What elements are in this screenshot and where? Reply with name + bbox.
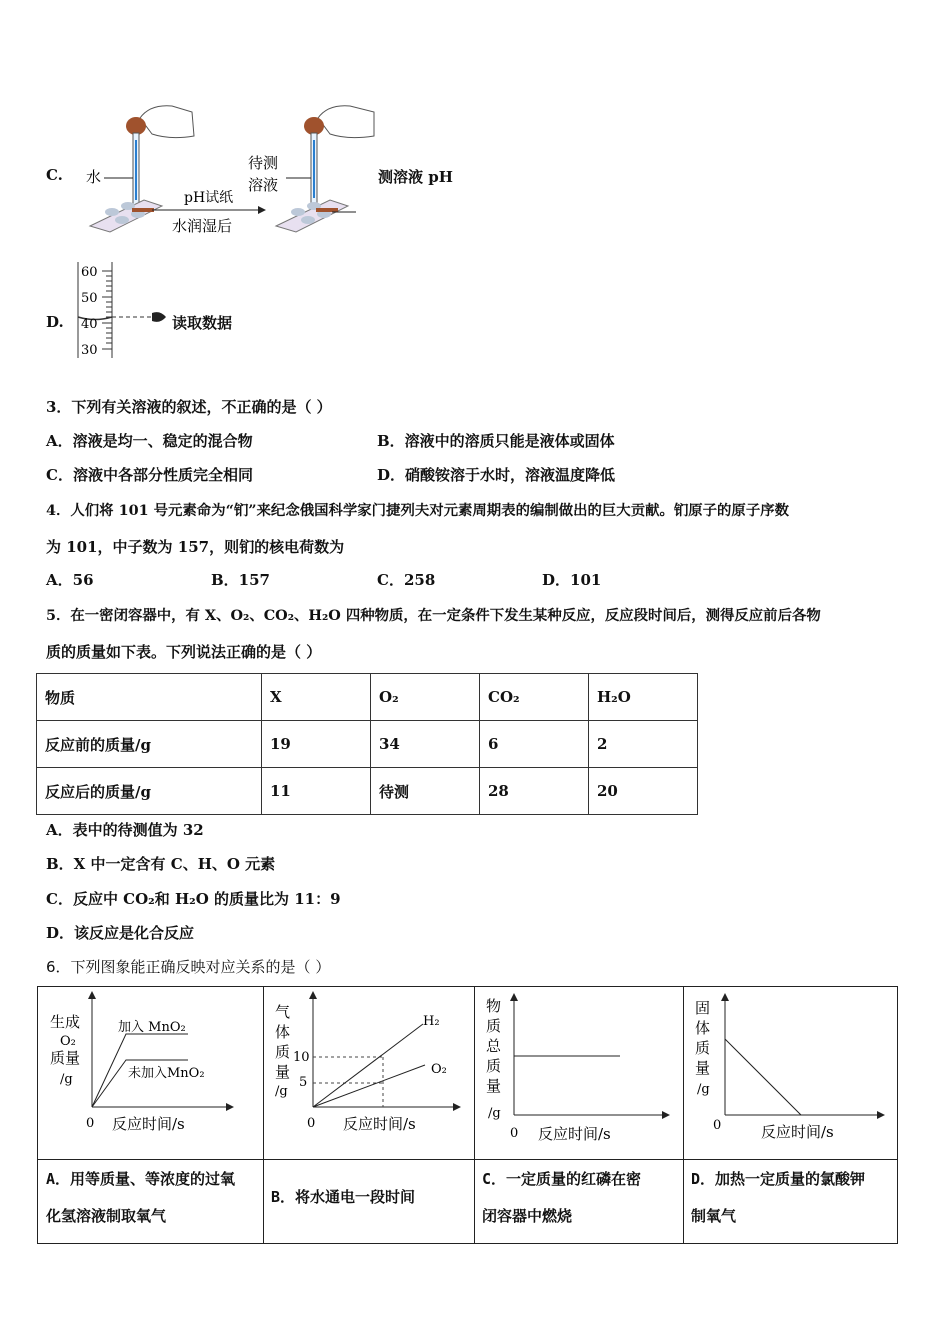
option-d-label: D. (46, 313, 64, 331)
svg-text:O₂: O₂ (431, 1062, 447, 1077)
svg-text:/g: /g (697, 1082, 710, 1097)
svg-text:量: 量 (275, 1063, 291, 1081)
q6-graph-table (37, 986, 898, 1244)
solid-mass-line (725, 1039, 801, 1115)
caption-d-2: 制氧气 (691, 1207, 737, 1225)
q4-option-a: A．56 (46, 571, 94, 589)
q3-stem: 3．下列有关溶液的叙述，不正确的是（ ） (46, 398, 332, 416)
q4-option-b: B．157 (211, 571, 270, 589)
q5-option-b: B．X 中一定含有 C、H、O 元素 (46, 855, 276, 873)
svg-text:加入 MnO₂: 加入 MnO₂ (118, 1020, 186, 1035)
svg-text:H₂: H₂ (423, 1014, 440, 1029)
table-cell: 28 (480, 768, 589, 815)
ph-test-illustration (80, 100, 380, 240)
svg-text:反应时间/s: 反应时间/s (112, 1115, 185, 1133)
caption-a-1: A．用等质量、等浓度的过氧 (46, 1170, 236, 1188)
caption-c-2: 闭容器中燃烧 (482, 1207, 573, 1225)
q5-option-d: D．该反应是化合反应 (46, 924, 195, 942)
q5-option-c: C．反应中 CO₂和 H₂O 的质量比为 11：9 (46, 890, 341, 908)
q5-stem-1: 5．在一密闭容器中，有 X、O₂、CO₂、H₂O 四种物质，在一定条件下发生某种反应，反应段时间后，测得反应前后各物 (46, 607, 821, 624)
q6-stem: 6．下列图象能正确反映对应关系的是（ ） (46, 958, 331, 976)
tick-60: 60 (81, 265, 98, 280)
q5-option-a: A．表中的待测值为 32 (46, 821, 204, 839)
svg-text:未加入MnO₂: 未加入MnO₂ (128, 1066, 205, 1081)
graph-d (683, 987, 897, 1159)
q3-option-c: C．溶液中各部分性质完全相同 (46, 466, 253, 484)
table-cell: 34 (371, 721, 480, 768)
svg-text:0: 0 (86, 1116, 95, 1131)
caption-b-1: B．将水通电一段时间 (271, 1188, 416, 1206)
svg-text:气: 气 (275, 1003, 291, 1021)
table-cell: 2 (589, 721, 698, 768)
svg-text:反应时间/s: 反应时间/s (538, 1125, 611, 1143)
svg-text:质: 质 (486, 1017, 502, 1035)
svg-text:/g: /g (488, 1106, 501, 1121)
table-cell: 6 (480, 721, 589, 768)
option-c-label: C. (46, 166, 63, 184)
water-label: 水 (86, 168, 102, 186)
q4-option-d: D．101 (542, 571, 602, 589)
table-header-row (37, 674, 698, 721)
o2-line (313, 1065, 425, 1107)
table-row (37, 768, 698, 815)
svg-text:质: 质 (695, 1039, 711, 1057)
svg-text:反应时间/s: 反应时间/s (343, 1115, 416, 1133)
table-cell: CO₂ (480, 674, 589, 721)
table-cell: 反应前的质量/g (37, 721, 262, 768)
svg-text:/g: /g (275, 1084, 288, 1099)
table-cell: 待测 (371, 768, 480, 815)
graduated-cylinder (72, 258, 182, 362)
svg-text:质: 质 (275, 1043, 291, 1061)
table-row (37, 721, 698, 768)
svg-text:O₂: O₂ (60, 1034, 76, 1049)
q4-stem-2: 为 101，中子数为 157，则钔的核电荷数为 (46, 538, 345, 556)
table-cell: 19 (262, 721, 371, 768)
q3-option-d: D．硝酸铵溶于水时，溶液温度降低 (377, 466, 616, 484)
table-cell: O₂ (371, 674, 480, 721)
q4-stem-1: 4．人们将 101 号元素命为“钔”来纪念俄国科学家门捷列夫对元素周期表的编制做出的巨大贡献。钔原子的原子序数 (46, 502, 789, 519)
eye-icon (152, 312, 166, 322)
q4-option-c: C．258 (377, 571, 436, 589)
svg-text:0: 0 (713, 1118, 722, 1133)
graph-c (474, 987, 683, 1159)
svg-text:量: 量 (695, 1059, 711, 1077)
svg-text:质: 质 (486, 1057, 502, 1075)
svg-text:10: 10 (293, 1050, 310, 1065)
table-cell: 20 (589, 768, 698, 815)
svg-text:0: 0 (307, 1116, 316, 1131)
tick-30: 30 (81, 343, 98, 358)
solution-label-2: 溶液 (248, 176, 279, 194)
svg-text:物: 物 (486, 997, 502, 1015)
svg-text:生成: 生成 (50, 1013, 81, 1031)
ph-paper-label: pH试纸 (184, 190, 234, 206)
caption-a-2: 化氢溶液制取氧气 (46, 1207, 167, 1225)
svg-text:反应时间/s: 反应时间/s (761, 1123, 834, 1141)
option-d-text: 读取数据 (172, 314, 233, 332)
svg-text:固: 固 (695, 999, 711, 1017)
table-cell: 11 (262, 768, 371, 815)
tick-40: 40 (81, 317, 98, 332)
table-cell: 物质 (37, 674, 262, 721)
q3-option-a: A．溶液是均一、稳定的混合物 (46, 432, 253, 450)
svg-text:/g: /g (60, 1072, 73, 1087)
svg-text:总: 总 (486, 1037, 502, 1055)
table-cell: H₂O (589, 674, 698, 721)
mass-table (36, 673, 698, 815)
svg-text:量: 量 (486, 1077, 502, 1095)
wet-label: 水润湿后 (172, 217, 233, 235)
svg-text:体: 体 (695, 1019, 711, 1037)
svg-text:5: 5 (299, 1075, 308, 1090)
caption-c-1: C．一定质量的红磷在密 (482, 1170, 642, 1188)
table-cell: X (262, 674, 371, 721)
q3-option-b: B．溶液中的溶质只能是液体或固体 (377, 432, 615, 450)
solution-label-1: 待测 (248, 154, 279, 172)
table-cell: 反应后的质量/g (37, 768, 262, 815)
graph-b (263, 987, 474, 1159)
graph-a (38, 987, 263, 1159)
svg-text:质量: 质量 (50, 1049, 81, 1067)
svg-text:0: 0 (510, 1126, 519, 1141)
h2-line (313, 1024, 423, 1107)
svg-text:体: 体 (275, 1023, 291, 1041)
option-c-text: 测溶液 pH (378, 168, 453, 186)
q5-stem-2: 质的质量如下表。下列说法正确的是（ ） (46, 643, 322, 661)
tick-50: 50 (81, 291, 98, 306)
caption-d-1: D．加热一定质量的氯酸钾 (691, 1170, 866, 1188)
